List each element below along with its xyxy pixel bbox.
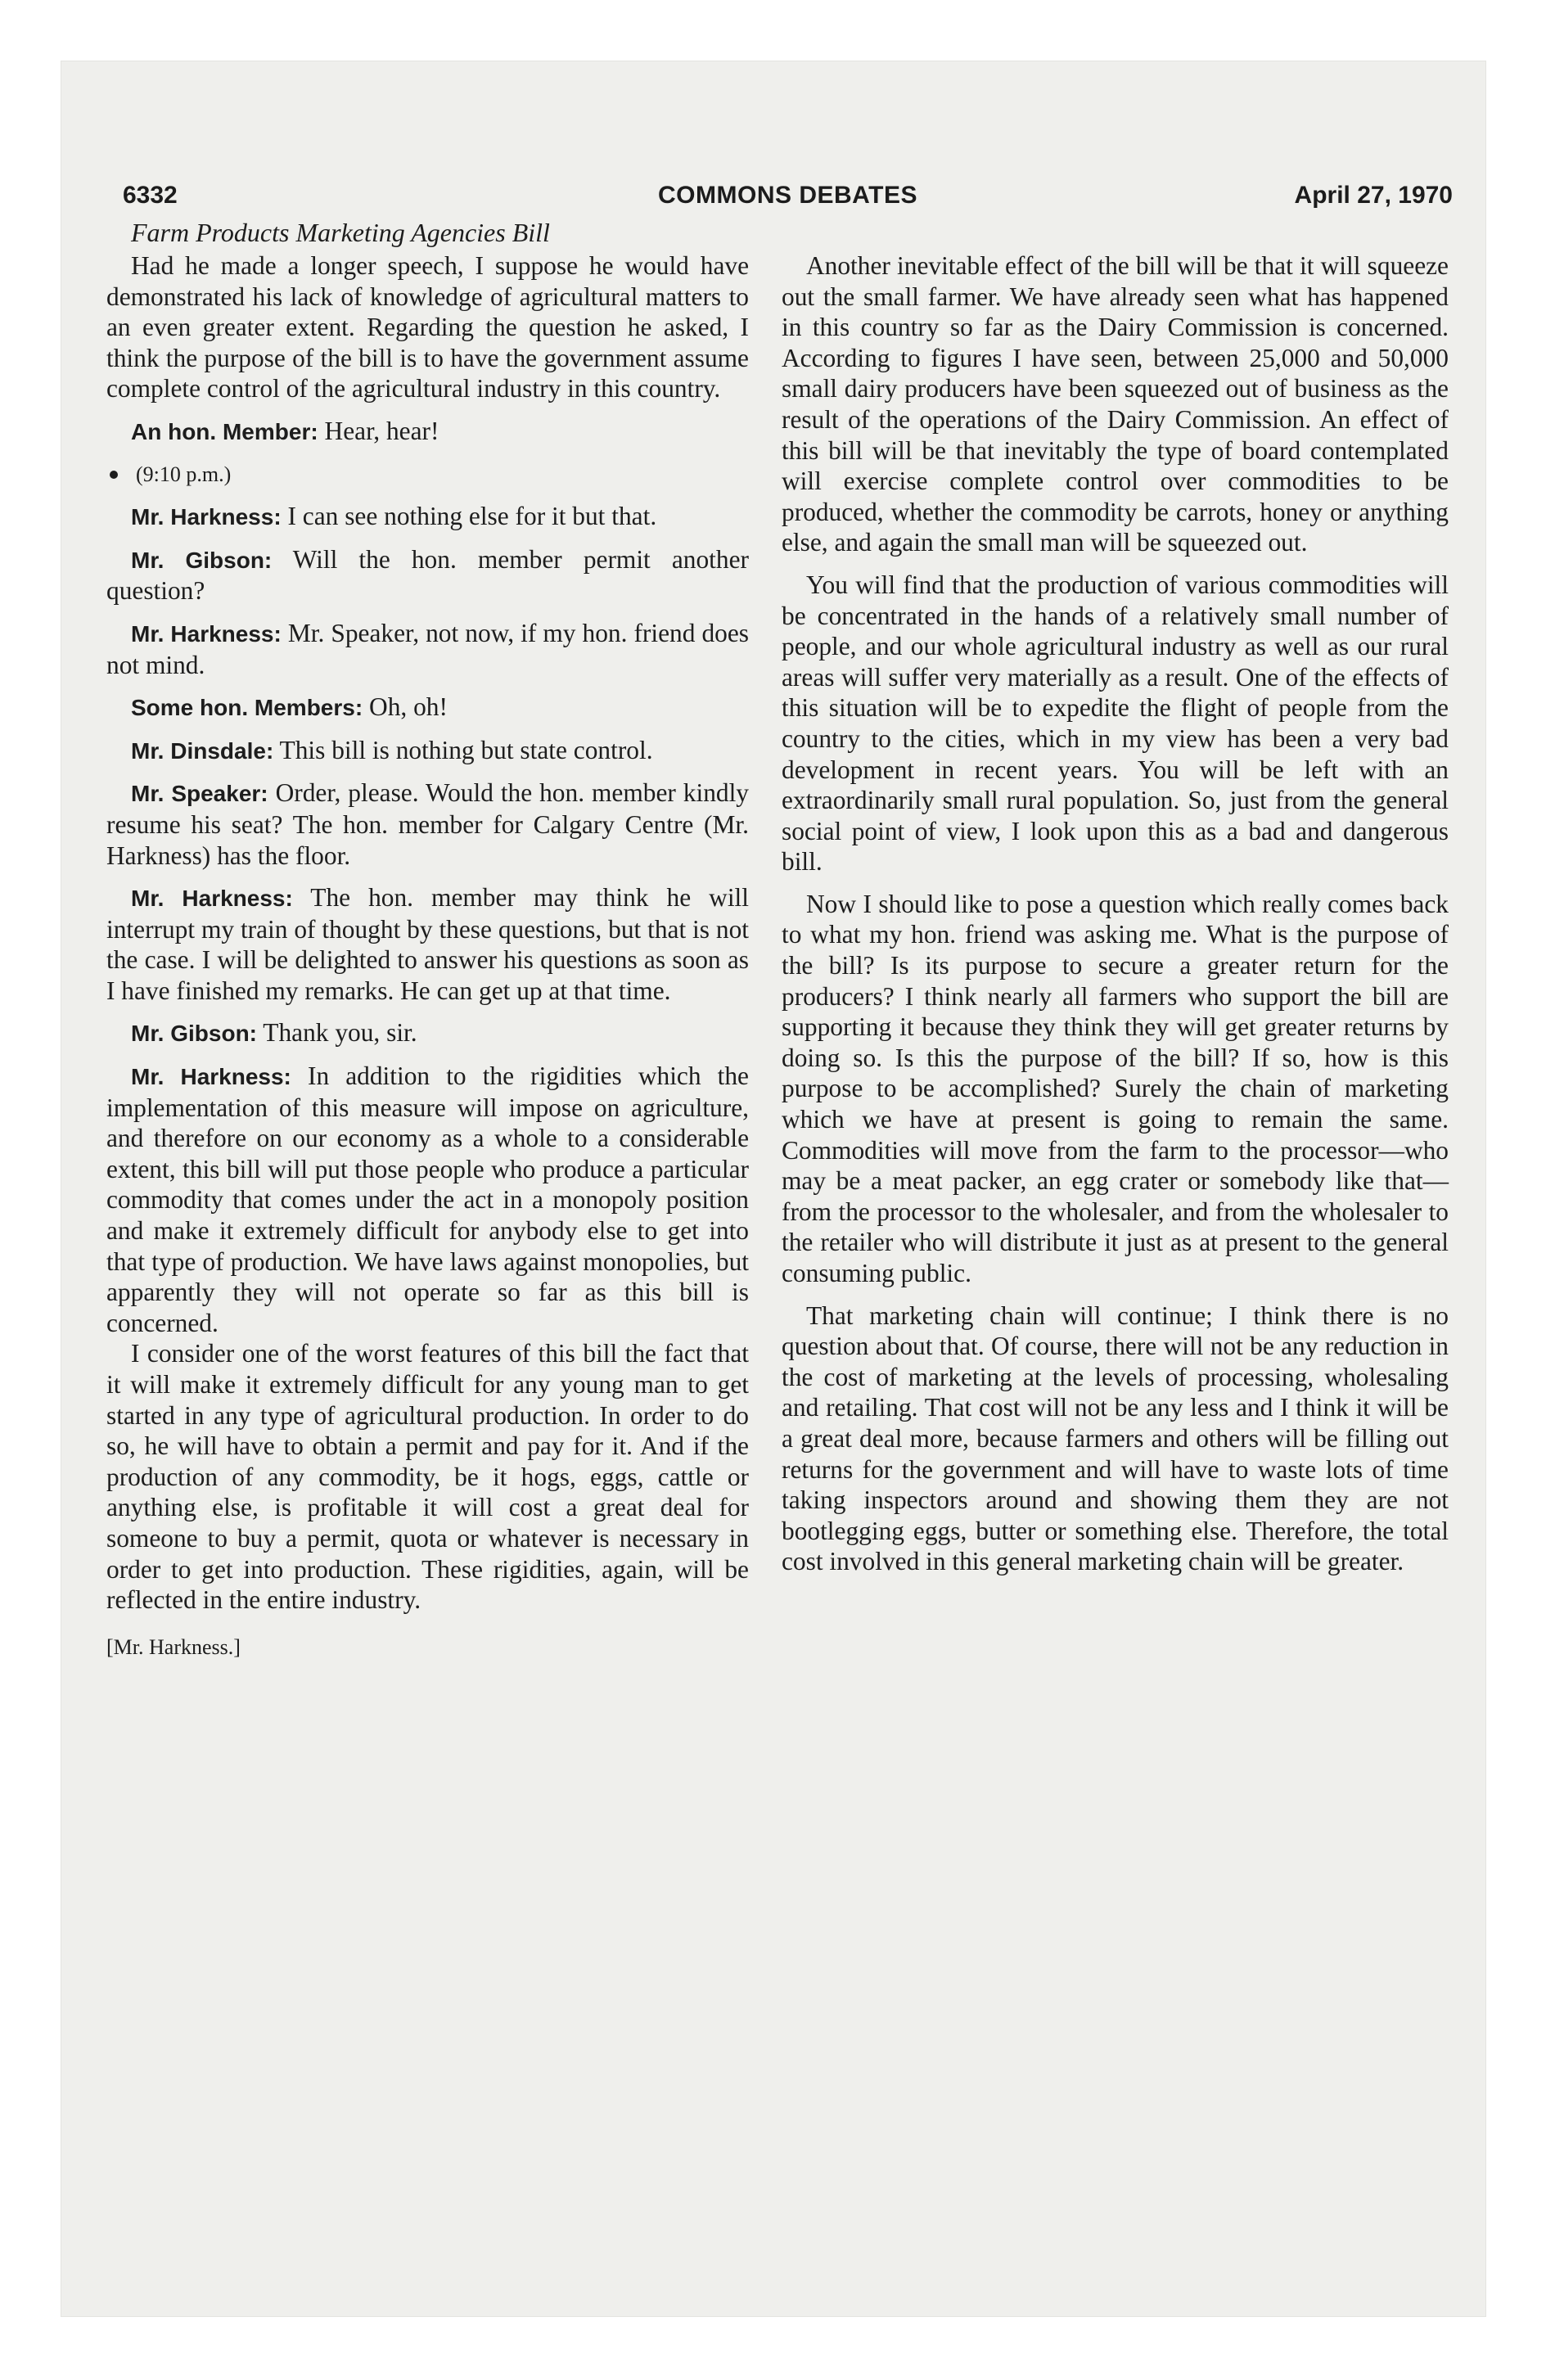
- speech-harkness: [106, 618, 749, 680]
- paragraph: Now I should like to pose a question which really comes back to what my hon. friend was asking me. What is the purpose of the bill? Is its purpose to secure a greater return for the producers? I think nearly all farmers who support the bill are supporting it because they think they will get greater returns by doing so. Is this the purpose of the bill? If so, how is this purpose to be accomplished? Surely the chain of marketing which we have at present is going to remain the same. Commodities will move from the farm to the processor—who may be a meat packer, an egg crater or somebody like that—from the processor to the wholesaler, and from the wholesaler to the retailer who will distribute it just as at present to the general consuming public.: [782, 889, 1449, 1287]
- speech-gibson: [106, 544, 749, 606]
- speaker-name: Mr. Harkness:: [131, 1064, 291, 1090]
- speech-hon-members: [106, 692, 749, 723]
- paragraph: That marketing chain will continue; I think there is no question about that. Of course, there will not be any reduction in the cost of marketing at the levels of processing, wholesaling and retailing. That cost will not be any less and I think it will be a great deal more, because farmers and others will be filling out returns for the government and will have to waste lots of time taking inspectors around and showing them they are not bootlegging eggs, butter or something else. Therefore, the total cost involved in this general marketing chain will be greater.: [782, 1300, 1449, 1576]
- page-number: 6332: [123, 182, 178, 209]
- speaker-name: Mr. Harkness:: [131, 504, 282, 530]
- speech-text: In addition to the rigidities which the implementation of this measure will impose on agriculture, and therefore on our economy as a whole to a considerable extent, this bill will put those people who produce a particular commodity that comes under the act in a monopoly position and make it extremely difficult for anybody else to get into that type of production. We have laws against monopolies, but apparently they will not operate so far as this bill is concerned.: [106, 1062, 749, 1337]
- speech-text: Order, please. Would the hon. member kindly resume his seat? The hon. member for Calgary Centre (Mr. Harkness) has the floor.: [106, 778, 749, 870]
- speech-text: Hear, hear!: [324, 416, 439, 445]
- speaker-name: Mr. Gibson:: [131, 1021, 257, 1047]
- paragraph: You will find that the production of various commodities will be concentrated in the hands of a relatively small number of people, and our whole agricultural industry as well as our rural areas will suffer very materially as a result. One of the effects of this situation will be to expedite the flight of people from the country to the cities, which in my view has been a very bad development in recent years. You will be left with an extraordinarily small rural population. So, just from the general social point of view, I look upon this as a bad and dangerous bill.: [782, 570, 1449, 877]
- speech-text: Will the hon. member permit another question?: [106, 544, 749, 606]
- paragraph: Another inevitable effect of the bill will be that it will squeeze out the small farmer. We have already seen what has happened in this country so far as the Dairy Commission is concerned. According to figures I have seen, between 25,000 and 50,000 small dairy producers have been squeezed out of business as the result of the operations of the Dairy Commission. An effect of this bill will be that inevitably the type of board contemplated will exercise complete control over commodities to be produced, whether the commodity be carrots, honey or anything else, and again the small man will be squeezed out.: [782, 251, 1449, 557]
- speaker-name: Mr. Harkness:: [131, 620, 282, 647]
- time-stamp: [106, 459, 749, 490]
- speech-text: Mr. Speaker, not now, if my hon. friend does not mind.: [106, 618, 749, 679]
- speech-speaker: [106, 778, 749, 871]
- speaker-name: An hon. Member:: [131, 418, 318, 444]
- speech-text: The hon. member may think he will interrupt my train of thought by these questions, but that is not the case. I will be delighted to answer his questions as soon as I have finished my remarks. He can get up at that time.: [106, 883, 749, 1005]
- speech-harkness: [106, 1061, 749, 1338]
- speaker-name: Mr. Harkness:: [131, 886, 293, 912]
- right-column: [782, 250, 1449, 1589]
- speech-harkness: [106, 501, 749, 533]
- page-date: April 27, 1970: [1294, 182, 1453, 209]
- bill-title: Farm Products Marketing Agencies Bill: [131, 218, 550, 247]
- speaker-name: Mr. Speaker:: [131, 781, 268, 807]
- paragraph: Had he made a longer speech, I suppose he would have demonstrated his lack of knowledge of agricultural matters to an even greater extent. Regarding the question he asked, I think the purpose of the bill is to have the government assume complete control of the agricultural industry in this country.: [106, 251, 749, 403]
- speaker-name: Mr. Gibson:: [131, 547, 273, 573]
- speech-text: Oh, oh!: [369, 692, 448, 722]
- speech-text: Thank you, sir.: [263, 1018, 417, 1048]
- speech-hon-member: [106, 416, 749, 448]
- speech-text: I can see nothing else for it but that.: [287, 502, 657, 531]
- speaker-name: Some hon. Members:: [131, 695, 363, 721]
- bullet-icon: [110, 471, 118, 479]
- speech-harkness: [106, 882, 749, 1006]
- speech-dinsdale: [106, 735, 749, 767]
- speaker-footer: [Mr. Harkness.]: [106, 1634, 241, 1659]
- journal-title: COMMONS DEBATES: [658, 182, 917, 209]
- left-column: [106, 214, 749, 1662]
- speaker-name: Mr. Dinsdale:: [131, 737, 274, 764]
- time-text: (9:10 p.m.): [136, 462, 232, 486]
- paragraph: I consider one of the worst features of this bill the fact that it will make it extremely difficult for any young man to get started in any type of agricultural production. In order to do so, he will have to obtain a permit and pay for it. And if the production of any commodity, be it hogs, eggs, cattle or anything else, is profitable it will cost a great deal for someone to buy a permit, quota or whatever is necessary in order to get into production. These rigidities, again, will be reflected in the entire industry.: [106, 1339, 749, 1615]
- speech-text: This bill is nothing but state control.: [279, 735, 653, 764]
- speech-gibson: [106, 1017, 749, 1049]
